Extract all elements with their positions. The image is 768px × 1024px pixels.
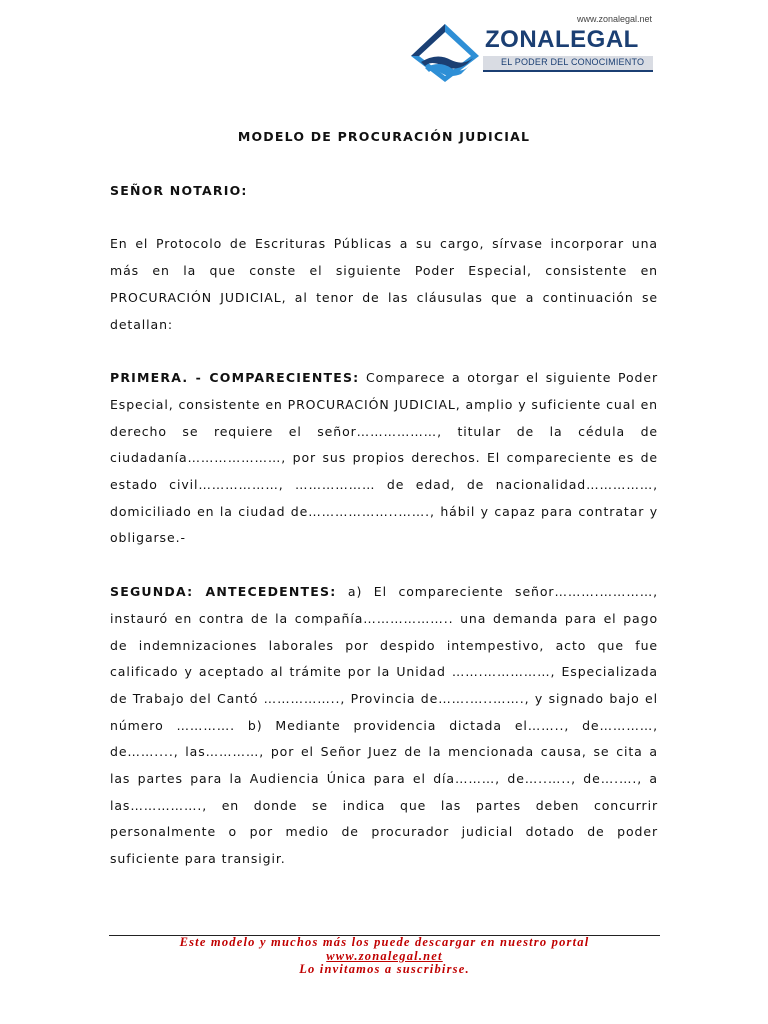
footer-line-1: Este modelo y muchos más los puede descargar en nuestro portal bbox=[179, 935, 590, 949]
promo-footer bbox=[109, 936, 660, 977]
tagline: EL PODER DEL CONOCIMIENTO bbox=[501, 57, 645, 67]
tagline-bar bbox=[483, 56, 653, 72]
document-body bbox=[110, 124, 658, 900]
document-title: MODELO DE PROCURACIÓN JUDICIAL bbox=[237, 129, 531, 144]
clause-primera-heading: PRIMERA. - COMPARECIENTES: bbox=[110, 370, 360, 386]
clause-primera-text: Comparece a otorgar el siguiente Poder Especial, consistente en PROCURACIÓN JUDICIAL, amplio y suficiente cual en derecho se requiere el señor………………, titular de la cédula de ciudadanía…………………, por sus propios derechos. El compareciente es de estado civil………………, ……………… de edad, de nacionalidad……………, domiciliado en la ciudad de………………..……., hábil y capaz para contratar y obligarse.- bbox=[110, 370, 658, 546]
footer-link[interactable]: www.zonalegal.net bbox=[326, 948, 443, 963]
house-diamond-icon bbox=[407, 22, 481, 84]
brand-name: ZONALEGAL bbox=[485, 26, 639, 53]
clause-segunda-text: a) El compareciente señor……….…………, instauró en contra de la compañía……………….. una demanda para el pago de indemnizaciones laborales por despido intempestivo, acto que fue calificado y aceptado al trámite por la Unidad …….……………, Especializada de Trabajo del Cantó …………….., Provincia de…….…..……., y signado bajo el número …………. b) Mediante providencia dictada el…….., de…………, de……...., las…………, por el Señor Juez de la mencionada causa, se cita a las partes para la Audiencia Única para el día………, de…..….., de….…., a las……………., en donde se indica que las partes deben concurrir personalmente o por medio de procurador judicial dotado de poder suficiente para transigir. bbox=[110, 584, 658, 867]
clause-segunda bbox=[110, 579, 658, 873]
salutation: SEÑOR NOTARIO: bbox=[110, 182, 248, 198]
clause-segunda-heading: SEGUNDA: ANTECEDENTES: bbox=[110, 584, 337, 600]
site-header bbox=[405, 8, 665, 90]
clause-primera bbox=[110, 365, 658, 552]
footer-line-3: Lo invitamos a suscribirse. bbox=[299, 962, 470, 976]
header-url[interactable]: www.zonalegal.net bbox=[577, 14, 653, 24]
intro-paragraph: En el Protocolo de Escrituras Públicas a su cargo, sírvase incorporar una más en la que conste el siguiente Poder Especial, consistente en PROCURACIÓN JUDICIAL, al tenor de las cláusulas que a continuación se detallan: bbox=[110, 236, 658, 332]
